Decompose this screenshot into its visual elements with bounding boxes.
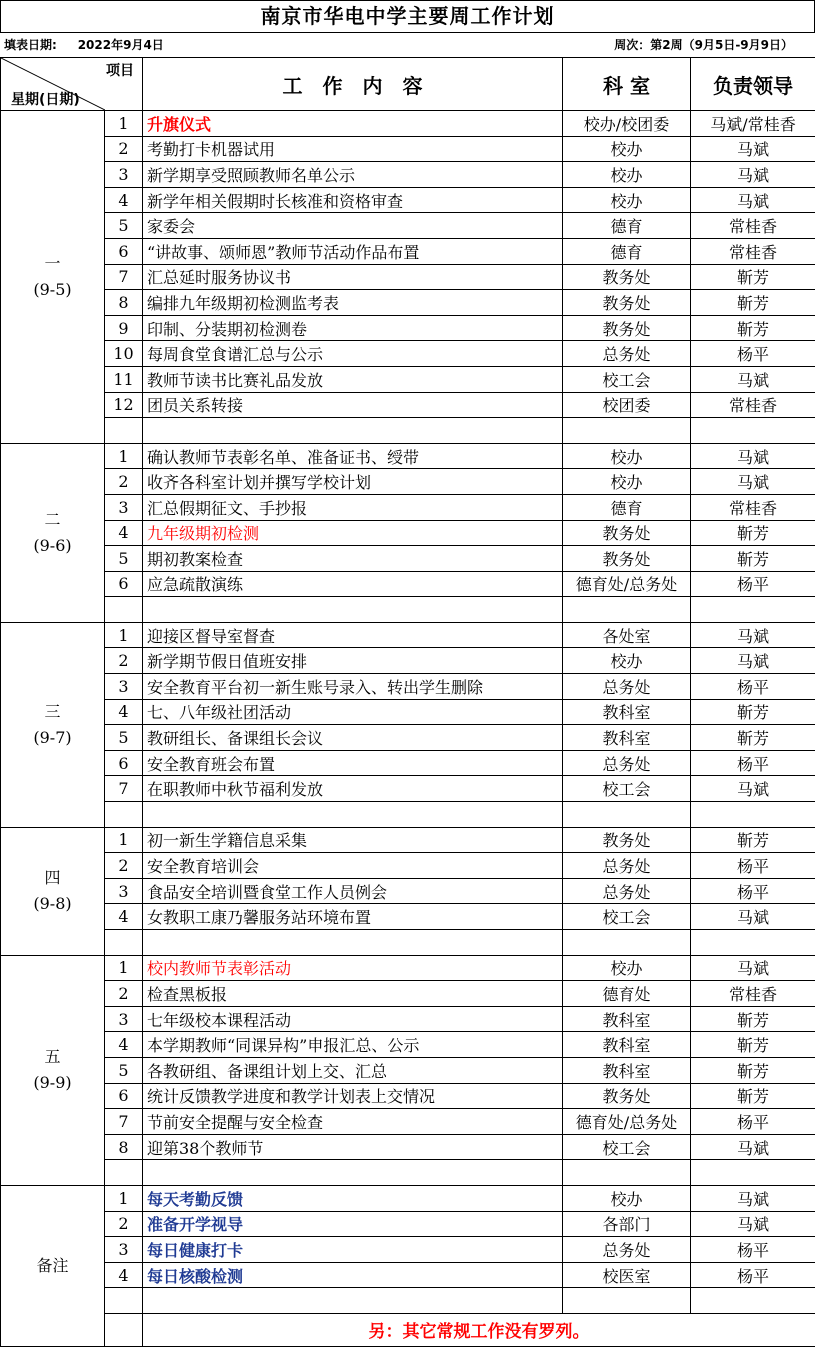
weekday-label: 备注: [1, 1253, 104, 1279]
table-row: [1, 238, 815, 264]
leader: 马斌: [691, 1211, 815, 1237]
work-content: 初一新生学籍信息采集: [143, 827, 563, 853]
leader: 马斌: [691, 1185, 815, 1211]
work-content: 迎接区督导室督查: [143, 622, 563, 648]
row-number: 4: [105, 1262, 143, 1288]
work-content: 校内教师节表彰活动: [143, 955, 563, 981]
work-content: 教研组长、备课组长会议: [143, 725, 563, 751]
table-row: [1, 111, 815, 137]
department: 教科室: [563, 1006, 691, 1032]
blank-cell: [143, 418, 563, 444]
department: 德育处: [563, 981, 691, 1007]
weekday-date: (9-9): [1, 1070, 104, 1096]
table-row: [1, 648, 815, 674]
weekday-cell: [1, 1185, 105, 1346]
table-row: [1, 520, 815, 546]
department: 校办: [563, 443, 691, 469]
department: 校办: [563, 1185, 691, 1211]
work-content: 印制、分装期初检测卷: [143, 315, 563, 341]
table-row: [1, 366, 815, 392]
table-row: [1, 187, 815, 213]
header-weekday: 星期(日期): [11, 89, 80, 109]
leader: 杨平: [691, 1262, 815, 1288]
department: 校办/校团委: [563, 111, 691, 137]
blank-cell: [143, 597, 563, 623]
work-content: 新学期节假日值班安排: [143, 648, 563, 674]
department: 校团委: [563, 392, 691, 418]
leader: 杨平: [691, 853, 815, 879]
row-number: 4: [105, 520, 143, 546]
leader: 马斌: [691, 955, 815, 981]
row-number: 2: [105, 853, 143, 879]
row-number: 5: [105, 725, 143, 751]
department: 校办: [563, 955, 691, 981]
table-row: [1, 878, 815, 904]
weekday-cell: [1, 827, 105, 955]
leader: 靳芳: [691, 827, 815, 853]
leader: 靳芳: [691, 315, 815, 341]
header-item: 项目: [106, 60, 134, 80]
blank-cell: [105, 597, 143, 623]
blank-cell: [563, 802, 691, 828]
table-row: [1, 776, 815, 802]
weekday-date: (9-7): [1, 725, 104, 751]
table-row: [1, 494, 815, 520]
fill-date: [4, 33, 164, 57]
row-number: 8: [105, 290, 143, 316]
work-content: 教师节读书比赛礼品发放: [143, 366, 563, 392]
department: 德育: [563, 238, 691, 264]
work-content: 节前安全提醒与安全检查: [143, 1109, 563, 1135]
row-number: 4: [105, 1032, 143, 1058]
leader: 靳芳: [691, 520, 815, 546]
department: 校办: [563, 648, 691, 674]
work-content: 检查黑板报: [143, 981, 563, 1007]
table-row: [1, 622, 815, 648]
work-content: 每天考勤反馈: [143, 1185, 563, 1211]
row-number: 1: [105, 443, 143, 469]
leader: 马斌: [691, 162, 815, 188]
blank-cell: [691, 597, 815, 623]
row-number: 2: [105, 648, 143, 674]
row-number: 3: [105, 1006, 143, 1032]
work-content: 家委会: [143, 213, 563, 239]
row-number: 8: [105, 1134, 143, 1160]
work-content: 迎第38个教师节: [143, 1134, 563, 1160]
leader: 杨平: [691, 341, 815, 367]
table-row: [1, 341, 815, 367]
row-number: 2: [105, 136, 143, 162]
weekday-date: (9-6): [1, 533, 104, 559]
leader: 马斌: [691, 904, 815, 930]
leader: 靳芳: [691, 546, 815, 572]
row-number: 7: [105, 264, 143, 290]
leader: 杨平: [691, 1109, 815, 1135]
blank-cell: [563, 597, 691, 623]
department: 德育: [563, 213, 691, 239]
leader: 常桂香: [691, 981, 815, 1007]
leader: 马斌: [691, 622, 815, 648]
leader: 马斌: [691, 1134, 815, 1160]
work-content: 各教研组、备课组计划上交、汇总: [143, 1057, 563, 1083]
header-row: [1, 58, 815, 111]
blank-row: [1, 930, 815, 956]
table-row: [1, 1032, 815, 1058]
fill-date-value: 2022年9月4日: [78, 38, 164, 52]
department: 校办: [563, 162, 691, 188]
work-content: 期初教案检查: [143, 546, 563, 572]
work-content: 七、八年级社团活动: [143, 699, 563, 725]
leader: 常桂香: [691, 494, 815, 520]
department: 校医室: [563, 1262, 691, 1288]
weekday-label: 四: [1, 865, 104, 891]
department: 各部门: [563, 1211, 691, 1237]
blank-cell: [105, 1160, 143, 1186]
work-content: 新学期享受照顾教师名单公示: [143, 162, 563, 188]
blank-cell: [105, 930, 143, 956]
row-number: 3: [105, 162, 143, 188]
leader: 马斌: [691, 443, 815, 469]
work-content: 安全教育培训会: [143, 853, 563, 879]
department: 教务处: [563, 520, 691, 546]
leader: 马斌: [691, 187, 815, 213]
header-dept: 科 室: [563, 58, 691, 111]
blank-cell: [691, 930, 815, 956]
department: 教务处: [563, 290, 691, 316]
department: 教务处: [563, 264, 691, 290]
leader: 常桂香: [691, 392, 815, 418]
table-row: [1, 1109, 815, 1135]
row-number: 1: [105, 622, 143, 648]
leader: 马斌: [691, 469, 815, 495]
work-content: 确认教师节表彰名单、准备证书、绶带: [143, 443, 563, 469]
leader: 靳芳: [691, 699, 815, 725]
department: 教务处: [563, 546, 691, 572]
table-row: [1, 904, 815, 930]
department: 校工会: [563, 1134, 691, 1160]
row-number: 10: [105, 341, 143, 367]
leader: 常桂香: [691, 238, 815, 264]
department: 德育: [563, 494, 691, 520]
table-row: [1, 827, 815, 853]
table-row: [1, 1057, 815, 1083]
blank-cell: [691, 418, 815, 444]
row-number: 6: [105, 750, 143, 776]
work-content: 女教职工康乃馨服务站环境布置: [143, 904, 563, 930]
table-row: [1, 392, 815, 418]
blank-cell: [105, 418, 143, 444]
fill-date-label: 填表日期:: [4, 38, 57, 52]
table-row: [1, 1211, 815, 1237]
department: 教科室: [563, 725, 691, 751]
blank-row: [1, 1160, 815, 1186]
weekday-label: 二: [1, 507, 104, 533]
blank-cell: [563, 1160, 691, 1186]
blank-cell: [691, 1288, 815, 1314]
header-leader: 负责领导: [691, 58, 815, 111]
leader: 靳芳: [691, 1083, 815, 1109]
work-content: 团员关系转接: [143, 392, 563, 418]
row-number: 3: [105, 674, 143, 700]
row-number: 1: [105, 111, 143, 137]
table-row: [1, 699, 815, 725]
row-number: 1: [105, 955, 143, 981]
blank-cell: [563, 1288, 691, 1314]
work-content: 每周食堂食谱汇总与公示: [143, 341, 563, 367]
week-info: 周次：第2周（9月5日-9月9日）: [614, 33, 793, 57]
table-row: [1, 469, 815, 495]
table-row: [1, 213, 815, 239]
department: 德育处/总务处: [563, 1109, 691, 1135]
work-content: 每日健康打卡: [143, 1237, 563, 1263]
table-row: [1, 750, 815, 776]
blank-cell: [143, 1160, 563, 1186]
weekday-label: 三: [1, 699, 104, 725]
table-row: [1, 264, 815, 290]
leader: 马斌: [691, 136, 815, 162]
department: 校工会: [563, 366, 691, 392]
row-number: 6: [105, 238, 143, 264]
leader: 杨平: [691, 878, 815, 904]
department: 校办: [563, 187, 691, 213]
row-number: 1: [105, 827, 143, 853]
row-number: 7: [105, 1109, 143, 1135]
department: 教科室: [563, 699, 691, 725]
footer-note: 另：其它常规工作没有罗列。: [143, 1313, 815, 1346]
row-number: 6: [105, 571, 143, 597]
work-content: 七年级校本课程活动: [143, 1006, 563, 1032]
leader: 靳芳: [691, 290, 815, 316]
row-number: 4: [105, 699, 143, 725]
row-number: 3: [105, 494, 143, 520]
row-number: 3: [105, 1237, 143, 1263]
blank-cell: [691, 1160, 815, 1186]
blank-cell: [105, 1313, 143, 1346]
blank-cell: [563, 418, 691, 444]
table-row: [1, 1006, 815, 1032]
table-row: [1, 443, 815, 469]
leader: 杨平: [691, 750, 815, 776]
header-content: 工 作 内 容: [143, 58, 563, 111]
leader: 杨平: [691, 571, 815, 597]
table-row: [1, 955, 815, 981]
department: 教务处: [563, 315, 691, 341]
leader: 靳芳: [691, 725, 815, 751]
table-row: [1, 1237, 815, 1263]
department: 教务处: [563, 827, 691, 853]
table-row: [1, 1083, 815, 1109]
leader: 马斌/常桂香: [691, 111, 815, 137]
table-row: [1, 853, 815, 879]
row-number: 5: [105, 213, 143, 239]
department: 校工会: [563, 904, 691, 930]
work-content: 汇总假期征文、手抄报: [143, 494, 563, 520]
row-number: 7: [105, 776, 143, 802]
blank-row: [1, 418, 815, 444]
work-content: 在职教师中秋节福利发放: [143, 776, 563, 802]
work-content: 每日核酸检测: [143, 1262, 563, 1288]
department: 校工会: [563, 776, 691, 802]
leader: 马斌: [691, 776, 815, 802]
work-content: 收齐各科室计划并撰写学校计划: [143, 469, 563, 495]
work-content: 食品安全培训暨食堂工作人员例会: [143, 878, 563, 904]
leader: 靳芳: [691, 264, 815, 290]
row-number: 2: [105, 981, 143, 1007]
work-content: 统计反馈教学进度和教学计划表上交情况: [143, 1083, 563, 1109]
blank-cell: [691, 802, 815, 828]
department: 校办: [563, 136, 691, 162]
row-number: 6: [105, 1083, 143, 1109]
table-row: [1, 546, 815, 572]
row-number: 4: [105, 187, 143, 213]
department: 教务处: [563, 1083, 691, 1109]
work-content: 汇总延时服务协议书: [143, 264, 563, 290]
department: 校办: [563, 469, 691, 495]
weekday-label: 一: [1, 251, 104, 277]
schedule-table: [0, 57, 815, 1347]
row-number: 9: [105, 315, 143, 341]
page-title: 南京市华电中学主要周工作计划: [0, 0, 815, 33]
weekday-label: 五: [1, 1044, 104, 1070]
table-row: [1, 725, 815, 751]
blank-cell: [105, 1288, 143, 1314]
department: 总务处: [563, 1237, 691, 1263]
department: 德育处/总务处: [563, 571, 691, 597]
row-number: 2: [105, 1211, 143, 1237]
blank-cell: [563, 930, 691, 956]
table-row: [1, 290, 815, 316]
table-row: [1, 571, 815, 597]
weekday-cell: [1, 622, 105, 827]
table-row: [1, 674, 815, 700]
work-content: 安全教育平台初一新生账号录入、转出学生删除: [143, 674, 563, 700]
blank-row: [1, 802, 815, 828]
blank-row: [1, 597, 815, 623]
work-content: 升旗仪式: [143, 111, 563, 137]
row-number: 2: [105, 469, 143, 495]
footer-row: [1, 1313, 815, 1346]
blank-cell: [143, 802, 563, 828]
weekday-cell: [1, 955, 105, 1185]
leader: 常桂香: [691, 213, 815, 239]
work-content: 准备开学视导: [143, 1211, 563, 1237]
department: 教科室: [563, 1032, 691, 1058]
leader: 靳芳: [691, 1006, 815, 1032]
department: 各处室: [563, 622, 691, 648]
work-content: 应急疏散演练: [143, 571, 563, 597]
table-row: [1, 1185, 815, 1211]
work-content: “讲故事、颂师恩”教师节活动作品布置: [143, 238, 563, 264]
weekday-date: (9-8): [1, 891, 104, 917]
table-row: [1, 162, 815, 188]
blank-row: [1, 1288, 815, 1314]
row-number: 5: [105, 1057, 143, 1083]
leader: 杨平: [691, 674, 815, 700]
leader: 靳芳: [691, 1032, 815, 1058]
work-content: 九年级期初检测: [143, 520, 563, 546]
table-row: [1, 136, 815, 162]
table-row: [1, 1262, 815, 1288]
blank-cell: [105, 802, 143, 828]
department: 总务处: [563, 674, 691, 700]
department: 总务处: [563, 853, 691, 879]
blank-cell: [143, 1288, 563, 1314]
row-number: 3: [105, 878, 143, 904]
table-row: [1, 981, 815, 1007]
weekday-cell: [1, 443, 105, 622]
row-number: 5: [105, 546, 143, 572]
weekday-cell: [1, 111, 105, 444]
table-row: [1, 315, 815, 341]
work-content: 新学年相关假期时长核准和资格审查: [143, 187, 563, 213]
header-item-weekday: [1, 58, 143, 111]
blank-cell: [143, 930, 563, 956]
row-number: 1: [105, 1185, 143, 1211]
work-content: 编排九年级期初检测监考表: [143, 290, 563, 316]
department: 总务处: [563, 750, 691, 776]
row-number: 12: [105, 392, 143, 418]
row-number: 11: [105, 366, 143, 392]
leader: 马斌: [691, 366, 815, 392]
weekday-date: (9-5): [1, 277, 104, 303]
table-row: [1, 1134, 815, 1160]
department: 总务处: [563, 878, 691, 904]
leader: 靳芳: [691, 1057, 815, 1083]
department: 教科室: [563, 1057, 691, 1083]
leader: 杨平: [691, 1237, 815, 1263]
row-number: 4: [105, 904, 143, 930]
leader: 马斌: [691, 648, 815, 674]
work-content: 考勤打卡机器试用: [143, 136, 563, 162]
department: 总务处: [563, 341, 691, 367]
work-content: 安全教育班会布置: [143, 750, 563, 776]
work-content: 本学期教师“同课异构”申报汇总、公示: [143, 1032, 563, 1058]
